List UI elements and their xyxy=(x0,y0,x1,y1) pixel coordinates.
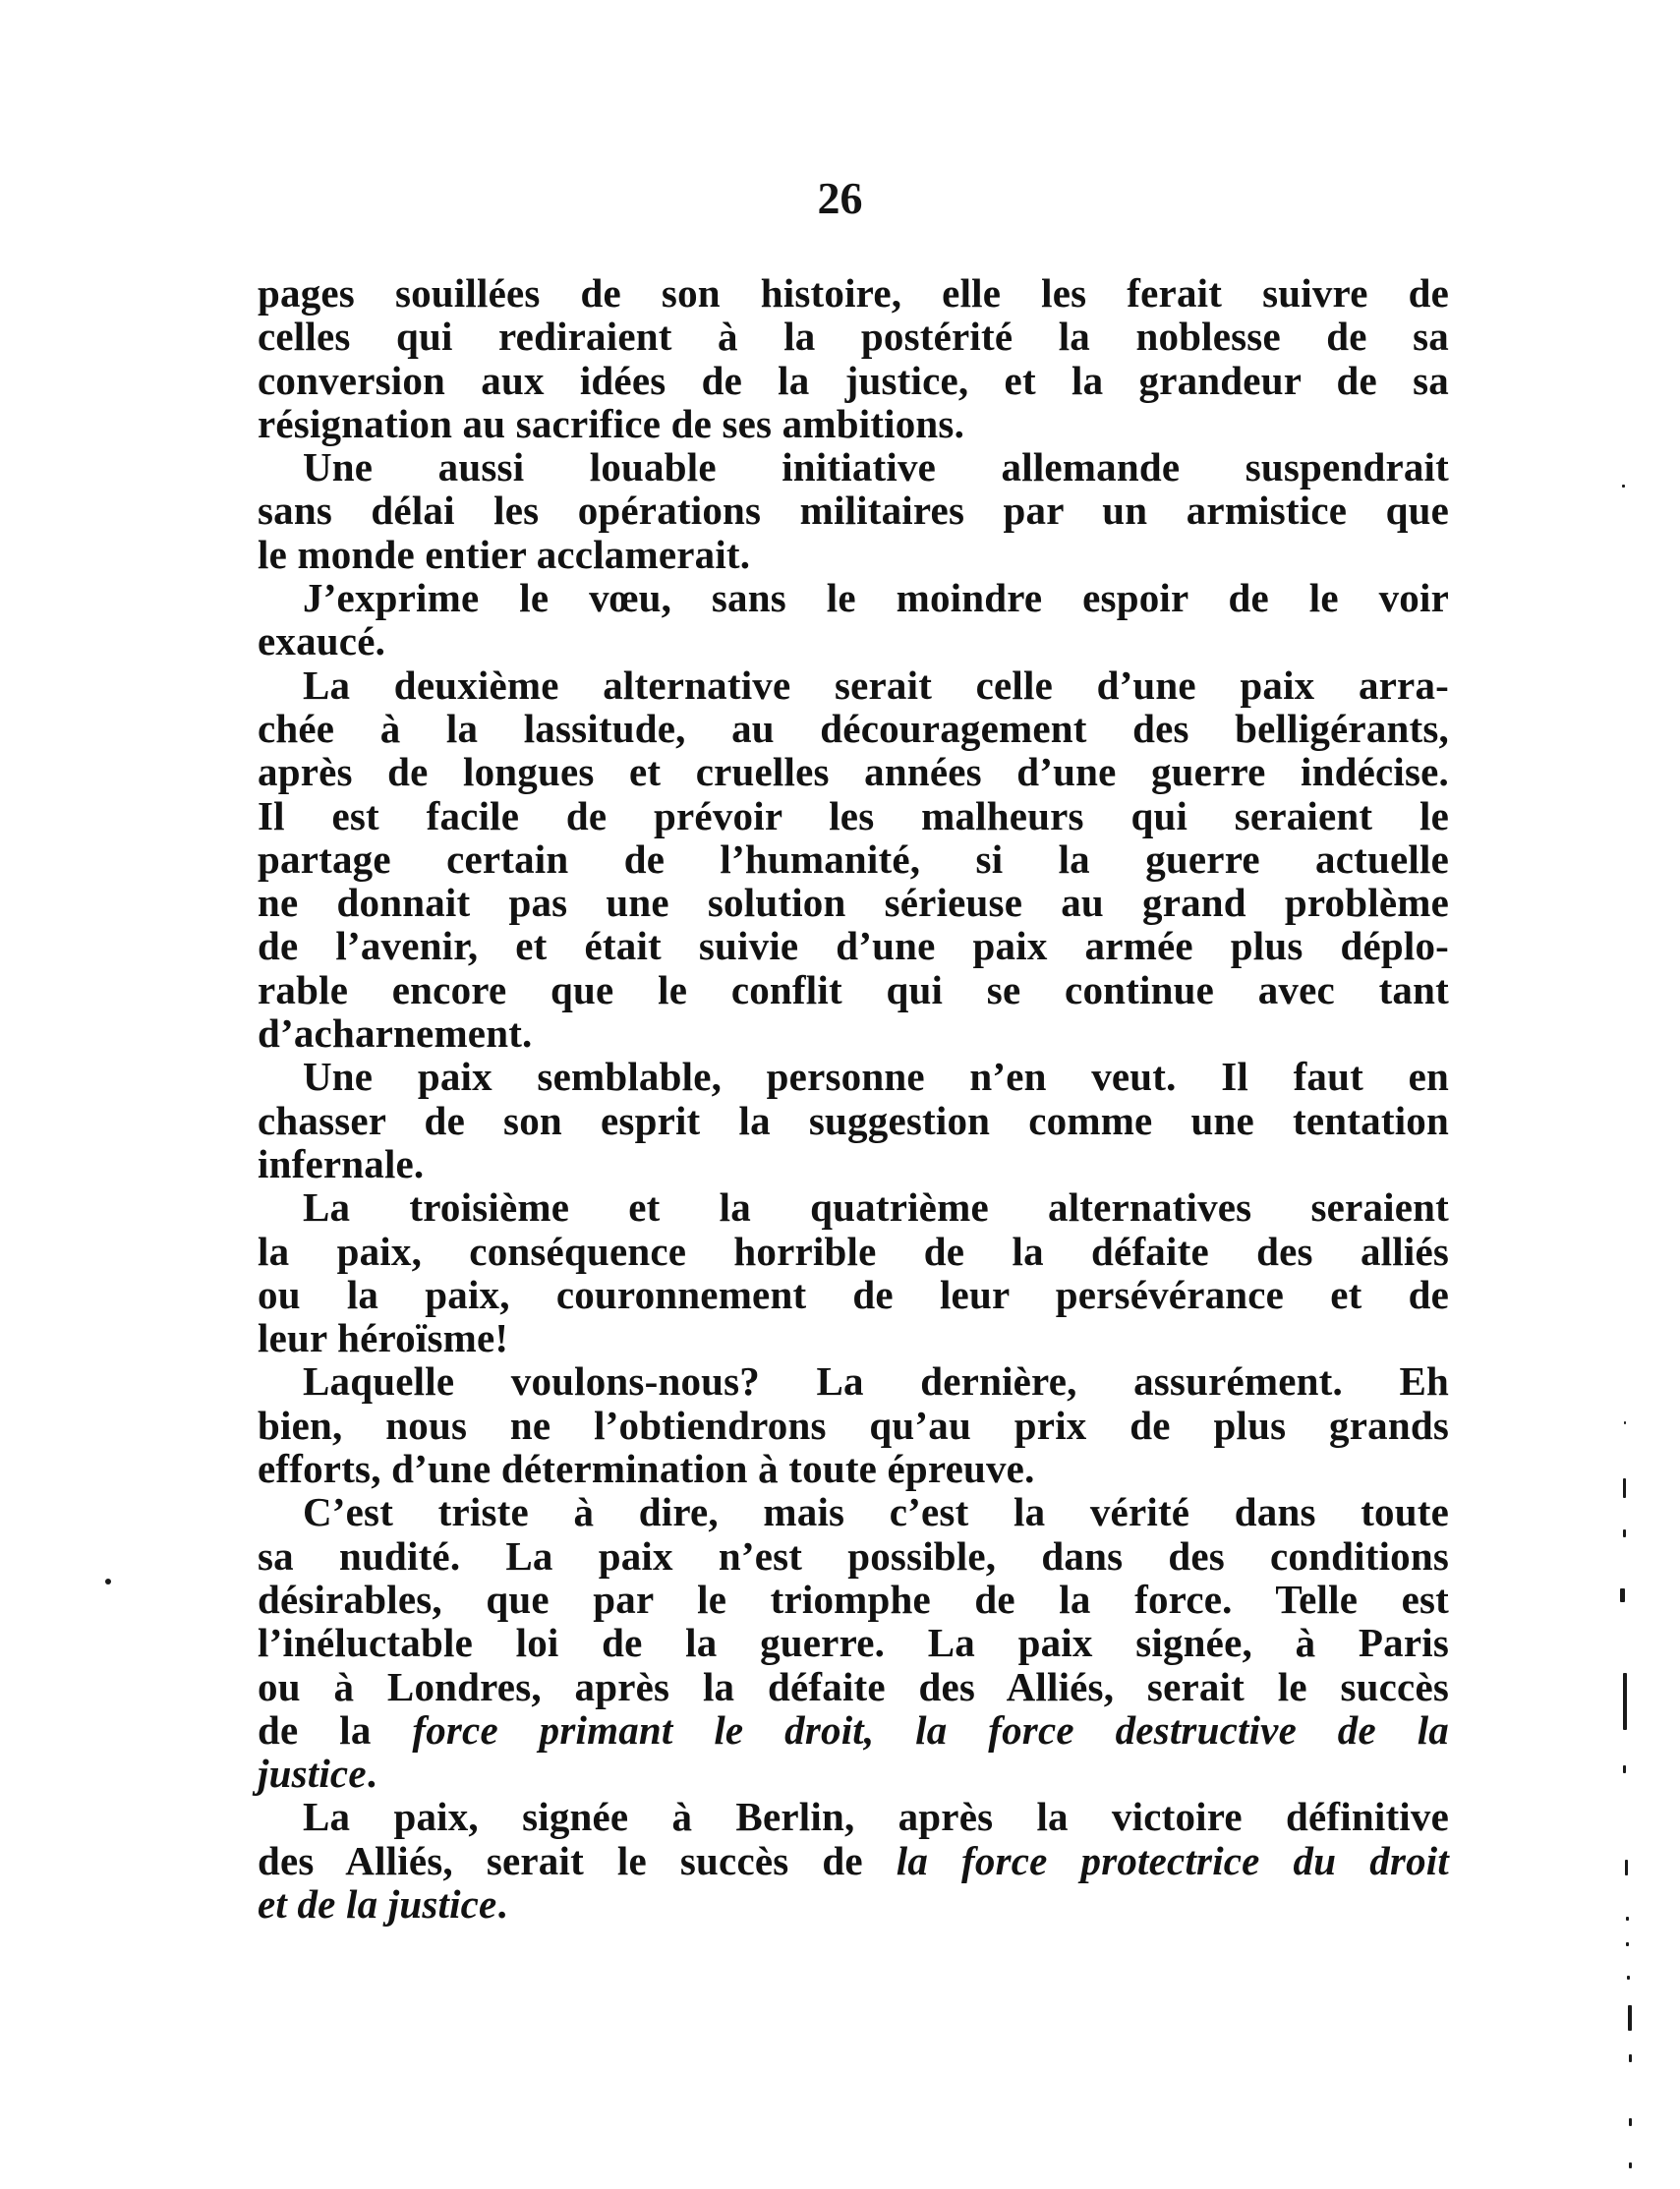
text-segment: ne donnait pas une solution sérieuse au grand problème xyxy=(258,880,1449,926)
italic-text-segment: et de la justice xyxy=(258,1880,497,1927)
text-segment: ou à Londres, après la défaite des Alliés, serait le succès xyxy=(258,1663,1449,1709)
scan-speck xyxy=(1623,1765,1626,1773)
text-segment: rable encore que le conflit qui se continue avec tant xyxy=(258,966,1449,1012)
text-line xyxy=(258,445,1449,489)
scan-speck xyxy=(1625,1860,1628,1875)
text-line xyxy=(258,1273,1449,1316)
scan-speck xyxy=(1620,1588,1625,1602)
text-segment: conversion aux idées de la justice, et la grandeur de sa xyxy=(258,357,1449,403)
text-line xyxy=(258,1665,1449,1708)
text-line xyxy=(258,489,1449,532)
italic-text-segment: force primant le droit, la force destructive de la xyxy=(412,1706,1449,1753)
text-line xyxy=(258,1447,1449,1490)
text-segment: de l’avenir, et était suivie d’une paix armée plus déplo- xyxy=(258,923,1449,969)
text-line xyxy=(258,1099,1449,1142)
text-line xyxy=(258,1882,1449,1926)
text-line xyxy=(258,1142,1449,1185)
text-segment: efforts, d’une détermination à toute épreuve. xyxy=(258,1446,1035,1492)
scan-speck xyxy=(1629,2054,1632,2062)
text-segment: J’exprime le vœu, sans le moindre espoir de le voir xyxy=(303,575,1449,621)
scan-speck xyxy=(1628,2005,1632,2031)
text-segment: La troisième et la quatrième alternatives seraient xyxy=(303,1184,1449,1231)
text-segment: bien, nous ne l’obtiendrons qu’au prix de plus grands xyxy=(258,1402,1449,1448)
scan-speck xyxy=(1629,2118,1632,2126)
text-segment: Une aussi louable initiative allemande suspendrait xyxy=(303,444,1449,490)
text-line xyxy=(258,533,1449,576)
scan-speck xyxy=(1623,1673,1627,1730)
italic-text-segment: justice xyxy=(258,1751,367,1797)
text-line xyxy=(258,663,1449,707)
scan-speck xyxy=(1623,1478,1626,1498)
text-segment: partage certain de l’humanité, si la guerre actuelle xyxy=(258,835,1449,882)
text-segment: infernale. xyxy=(258,1140,425,1186)
text-line xyxy=(258,576,1449,619)
text-line xyxy=(258,315,1449,358)
text-segment: La paix, signée à Berlin, après la victoire définitive xyxy=(303,1794,1449,1840)
text-line xyxy=(258,837,1449,881)
text-segment: sa nudité. La paix n’est possible, dans des conditions xyxy=(258,1532,1449,1579)
text-line xyxy=(258,924,1449,967)
text-segment: Une paix semblable, personne n’en veut. Il faut en xyxy=(303,1054,1449,1100)
scan-speck xyxy=(1626,1917,1629,1921)
text-segment: d’acharnement. xyxy=(258,1010,533,1057)
scan-speck xyxy=(1629,2162,1632,2168)
text-segment: le monde entier acclamerait. xyxy=(258,531,751,577)
text-line xyxy=(258,968,1449,1011)
text-segment: chée à la lassitude, au découragement des belligérants, xyxy=(258,705,1449,751)
text-line xyxy=(258,1011,1449,1055)
text-line xyxy=(258,1578,1449,1621)
scan-speck xyxy=(1624,1421,1626,1424)
text-segment: sans délai les opérations militaires par un armistice que xyxy=(258,488,1449,534)
text-segment: des Alliés, serait le succès de xyxy=(258,1837,897,1883)
text-segment: résignation au sacrifice de ses ambitions. xyxy=(258,400,965,446)
body-text xyxy=(258,271,1449,1926)
text-line xyxy=(258,750,1449,793)
text-line xyxy=(258,1230,1449,1273)
text-line xyxy=(258,881,1449,924)
text-line xyxy=(258,1404,1449,1447)
text-line xyxy=(258,1185,1449,1229)
text-line xyxy=(258,707,1449,750)
scan-speck xyxy=(1627,1976,1630,1980)
text-segment: C’est triste à dire, mais c’est la vérité dans toute xyxy=(303,1489,1449,1535)
text-line xyxy=(258,1055,1449,1098)
scan-speck xyxy=(1626,1942,1629,1946)
text-line xyxy=(258,359,1449,402)
text-segment: Laquelle voulons-nous? La dernière, assurément. Eh xyxy=(303,1358,1449,1405)
text-line xyxy=(258,1316,1449,1359)
text-segment: chasser de son esprit la suggestion comme une tentation xyxy=(258,1097,1449,1143)
text-segment: désirables, que par le triomphe de la force. Telle est xyxy=(258,1576,1449,1622)
text-line xyxy=(258,402,1449,445)
text-line xyxy=(258,1621,1449,1664)
text-line xyxy=(258,1795,1449,1838)
text-line xyxy=(258,1752,1449,1795)
text-segment: exaucé. xyxy=(258,618,386,664)
text-line xyxy=(258,1839,1449,1882)
text-line xyxy=(258,619,1449,662)
text-line xyxy=(258,1490,1449,1533)
text-segment: celles qui rediraient à la postérité la noblesse de sa xyxy=(258,314,1449,360)
text-segment: Il est facile de prévoir les malheurs qui seraient le xyxy=(258,792,1449,838)
italic-text-segment: la force protectrice du droit xyxy=(896,1837,1449,1883)
text-line xyxy=(258,271,1449,315)
text-segment: l’inéluctable loi de la guerre. La paix signée, à Paris xyxy=(258,1620,1449,1666)
scan-speck xyxy=(1622,485,1625,488)
text-line xyxy=(258,1359,1449,1403)
scan-speck xyxy=(105,1579,111,1584)
text-line xyxy=(258,1534,1449,1578)
text-segment: pages souillées de son histoire, elle les ferait suivre de xyxy=(258,270,1449,316)
text-line xyxy=(258,794,1449,837)
text-segment: après de longues et cruelles années d’une guerre indécise. xyxy=(258,749,1449,795)
text-segment: leur héroïsme! xyxy=(258,1315,509,1361)
page-number: 26 xyxy=(817,173,863,223)
text-line xyxy=(258,1708,1449,1752)
scan-speck xyxy=(1623,1529,1626,1537)
text-segment: ou la paix, couronnement de leur persévérance et de xyxy=(258,1271,1449,1317)
text-segment: de la xyxy=(258,1706,413,1753)
text-segment: La deuxième alternative serait celle d’une paix arra- xyxy=(303,662,1449,708)
text-segment: . xyxy=(496,1880,507,1927)
text-segment: la paix, conséquence horrible de la défaite des alliés xyxy=(258,1228,1449,1274)
text-segment: . xyxy=(366,1751,377,1797)
